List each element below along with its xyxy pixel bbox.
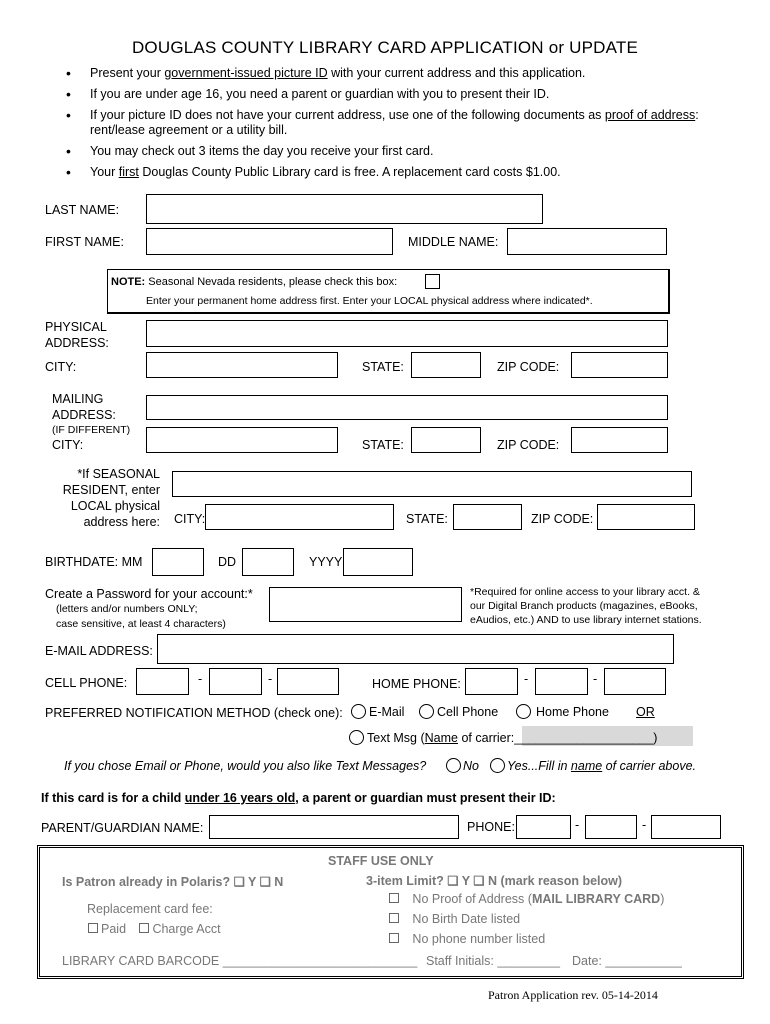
birth-month-field[interactable]: [152, 548, 204, 576]
cell-phone-label: CELL PHONE:: [45, 676, 128, 690]
physical-label-2: ADDRESS:: [45, 336, 109, 350]
parent-phone-prefix-field[interactable]: [585, 815, 637, 839]
home-area-field[interactable]: [465, 668, 518, 695]
revision-footer: Patron Application rev. 05-14-2014: [488, 988, 658, 1002]
cell-prefix-field[interactable]: [209, 668, 262, 695]
home-phone-label: HOME PHONE:: [372, 677, 461, 691]
required-note-3: eAudios, etc.) AND to use library internet stations.: [470, 614, 702, 626]
required-note-1: *Required for online access to your library acct. &: [470, 586, 700, 598]
seasonal-city-label: CITY:: [174, 512, 206, 526]
text-no-label: No: [463, 759, 479, 773]
required-note-2: our Digital Branch products (magazines, eBooks,: [470, 600, 698, 612]
mailing-city-label: CITY:: [52, 438, 84, 452]
email-option-label: E-Mail: [369, 705, 405, 719]
seasonal-zip-label: ZIP CODE:: [531, 512, 594, 526]
email-radio[interactable]: [351, 704, 366, 719]
home-phone-radio[interactable]: [516, 704, 531, 719]
city-label: CITY:: [45, 360, 77, 374]
seasonal-note-box: [107, 269, 670, 314]
reason-no-proof: No Proof of Address (MAIL LIBRARY CARD): [386, 892, 664, 906]
birth-day-label: DD: [218, 555, 237, 569]
email-field[interactable]: [157, 634, 674, 664]
last-name-field[interactable]: [146, 194, 543, 224]
parent-phone-area-field[interactable]: [516, 815, 571, 839]
city-field[interactable]: [146, 352, 338, 378]
mailing-city-field[interactable]: [146, 427, 338, 453]
last-name-label: LAST NAME:: [45, 203, 120, 217]
instruction-item: • You may check out 3 items the day you receive your first card.: [62, 144, 702, 159]
mailing-state-field[interactable]: [411, 427, 481, 453]
mailing-zip-field[interactable]: [571, 427, 668, 453]
zip-field[interactable]: [571, 352, 668, 378]
instructions-list: [62, 66, 702, 186]
mailing-label-1: MAILING: [52, 392, 104, 406]
dash: -: [575, 818, 580, 832]
middle-name-field[interactable]: [507, 228, 667, 255]
reason-no-birthdate: No Birth Date listed: [386, 912, 520, 926]
staff-use-box: [37, 845, 744, 979]
note-line1: Seasonal Nevada residents, please check this box:: [145, 276, 398, 288]
physical-label-1: PHYSICAL: [45, 320, 107, 334]
text-no-radio[interactable]: [446, 758, 461, 773]
parent-name-field[interactable]: [209, 815, 459, 839]
dash: -: [198, 672, 203, 686]
cell-line-field[interactable]: [277, 668, 339, 695]
dash: -: [642, 818, 647, 832]
seasonal-state-field[interactable]: [453, 504, 522, 530]
text-yes-label: Yes...Fill in name of carrier above.: [507, 759, 696, 773]
preferred-notification-label: PREFERRED NOTIFICATION METHOD (check one):: [45, 706, 343, 720]
if-different-label: (IF DIFFERENT): [52, 424, 131, 436]
parent-phone-line-field[interactable]: [651, 815, 721, 839]
first-name-label: FIRST NAME:: [45, 235, 124, 249]
birthdate-label: BIRTHDATE: MM: [45, 555, 143, 569]
instruction-item: • Present your government-issued picture ID with your current address and this application.: [62, 66, 702, 81]
polaris-question: Is Patron already in Polaris? ❑ Y ❑ N: [62, 875, 284, 889]
cell-area-field[interactable]: [136, 668, 189, 695]
birth-year-field[interactable]: [343, 548, 413, 576]
text-yes-radio[interactable]: [490, 758, 505, 773]
form-title: DOUGLAS COUNTY LIBRARY CARD APPLICATION or UPDATE: [131, 38, 639, 57]
mailing-address-field[interactable]: [146, 395, 668, 420]
mailing-state-label: STATE:: [362, 438, 404, 452]
instruction-item: • If you are under age 16, you need a parent or guardian with you to present their ID.: [62, 87, 702, 102]
item-limit-question: 3-item Limit? ❑ Y ❑ N (mark reason below): [366, 874, 623, 888]
cell-option-label: Cell Phone: [437, 705, 499, 719]
dash: -: [593, 672, 598, 686]
mailing-zip-label: ZIP CODE:: [497, 438, 560, 452]
text-question: If you chose Email or Phone, would you also like Text Messages?: [64, 759, 427, 773]
reason-no-phone: No phone number listed: [386, 932, 545, 946]
password-field[interactable]: [269, 587, 462, 622]
home-prefix-field[interactable]: [535, 668, 588, 695]
seasonal-label-3: LOCAL physical: [70, 499, 160, 513]
seasonal-city-field[interactable]: [205, 504, 394, 530]
home-line-field[interactable]: [604, 668, 666, 695]
zip-label: ZIP CODE:: [497, 360, 560, 374]
staff-initials-label: Staff Initials: _________: [426, 954, 560, 968]
password-label: Create a Password for your account:*: [45, 587, 253, 601]
seasonal-address-field[interactable]: [172, 471, 692, 497]
seasonal-zip-field[interactable]: [597, 504, 695, 530]
text-msg-radio[interactable]: [349, 730, 364, 745]
password-note-1: (letters and/or numbers ONLY;: [56, 603, 198, 615]
home-option-label: Home Phone: [536, 705, 609, 719]
parent-phone-label: PHONE:: [467, 820, 515, 834]
text-msg-label: Text Msg (Name of carrier:____________________): [367, 731, 658, 745]
state-label: STATE:: [362, 360, 404, 374]
first-name-field[interactable]: [146, 228, 393, 255]
instruction-item: • If your picture ID does not have your current address, use one of the following documents as proof of address: rent/lease agreement or a utility bill.: [62, 108, 702, 138]
seasonal-label-4: address here:: [83, 515, 160, 529]
birth-day-field[interactable]: [242, 548, 294, 576]
dash: -: [268, 672, 273, 686]
cell-phone-radio[interactable]: [419, 704, 434, 719]
note-label: NOTE:: [111, 276, 146, 288]
child-notice: If this card is for a child under 16 years old, a parent or guardian must present their ID:: [41, 791, 556, 805]
password-note-2: case sensitive, at least 4 characters): [56, 618, 226, 630]
seasonal-label-2: RESIDENT, enter: [62, 483, 160, 497]
parent-name-label: PARENT/GUARDIAN NAME:: [41, 821, 204, 835]
paid-option: Paid Charge Acct: [85, 922, 221, 936]
instruction-item: • Your first Douglas County Public Library card is free. A replacement card costs $1.00.: [62, 165, 702, 180]
physical-address-field[interactable]: [146, 320, 668, 347]
or-label: OR: [636, 705, 655, 719]
replacement-fee-label: Replacement card fee:: [87, 902, 213, 916]
state-field[interactable]: [411, 352, 481, 378]
dash: -: [524, 672, 529, 686]
seasonal-checkbox[interactable]: [425, 274, 440, 289]
barcode-label: LIBRARY CARD BARCODE ____________________________: [62, 954, 418, 968]
staff-date-label: Date: ___________: [572, 954, 682, 968]
mailing-label-2: ADDRESS:: [52, 408, 116, 422]
email-label: E-MAIL ADDRESS:: [45, 644, 153, 658]
seasonal-label-1: *If SEASONAL: [77, 467, 160, 481]
seasonal-state-label: STATE:: [406, 512, 448, 526]
note-line2: Enter your permanent home address first. Enter your LOCAL physical address where indicated*.: [146, 295, 593, 307]
middle-name-label: MIDDLE NAME:: [408, 235, 499, 249]
birth-year-label: YYYY: [309, 555, 343, 569]
staff-title: STAFF USE ONLY: [328, 854, 434, 868]
